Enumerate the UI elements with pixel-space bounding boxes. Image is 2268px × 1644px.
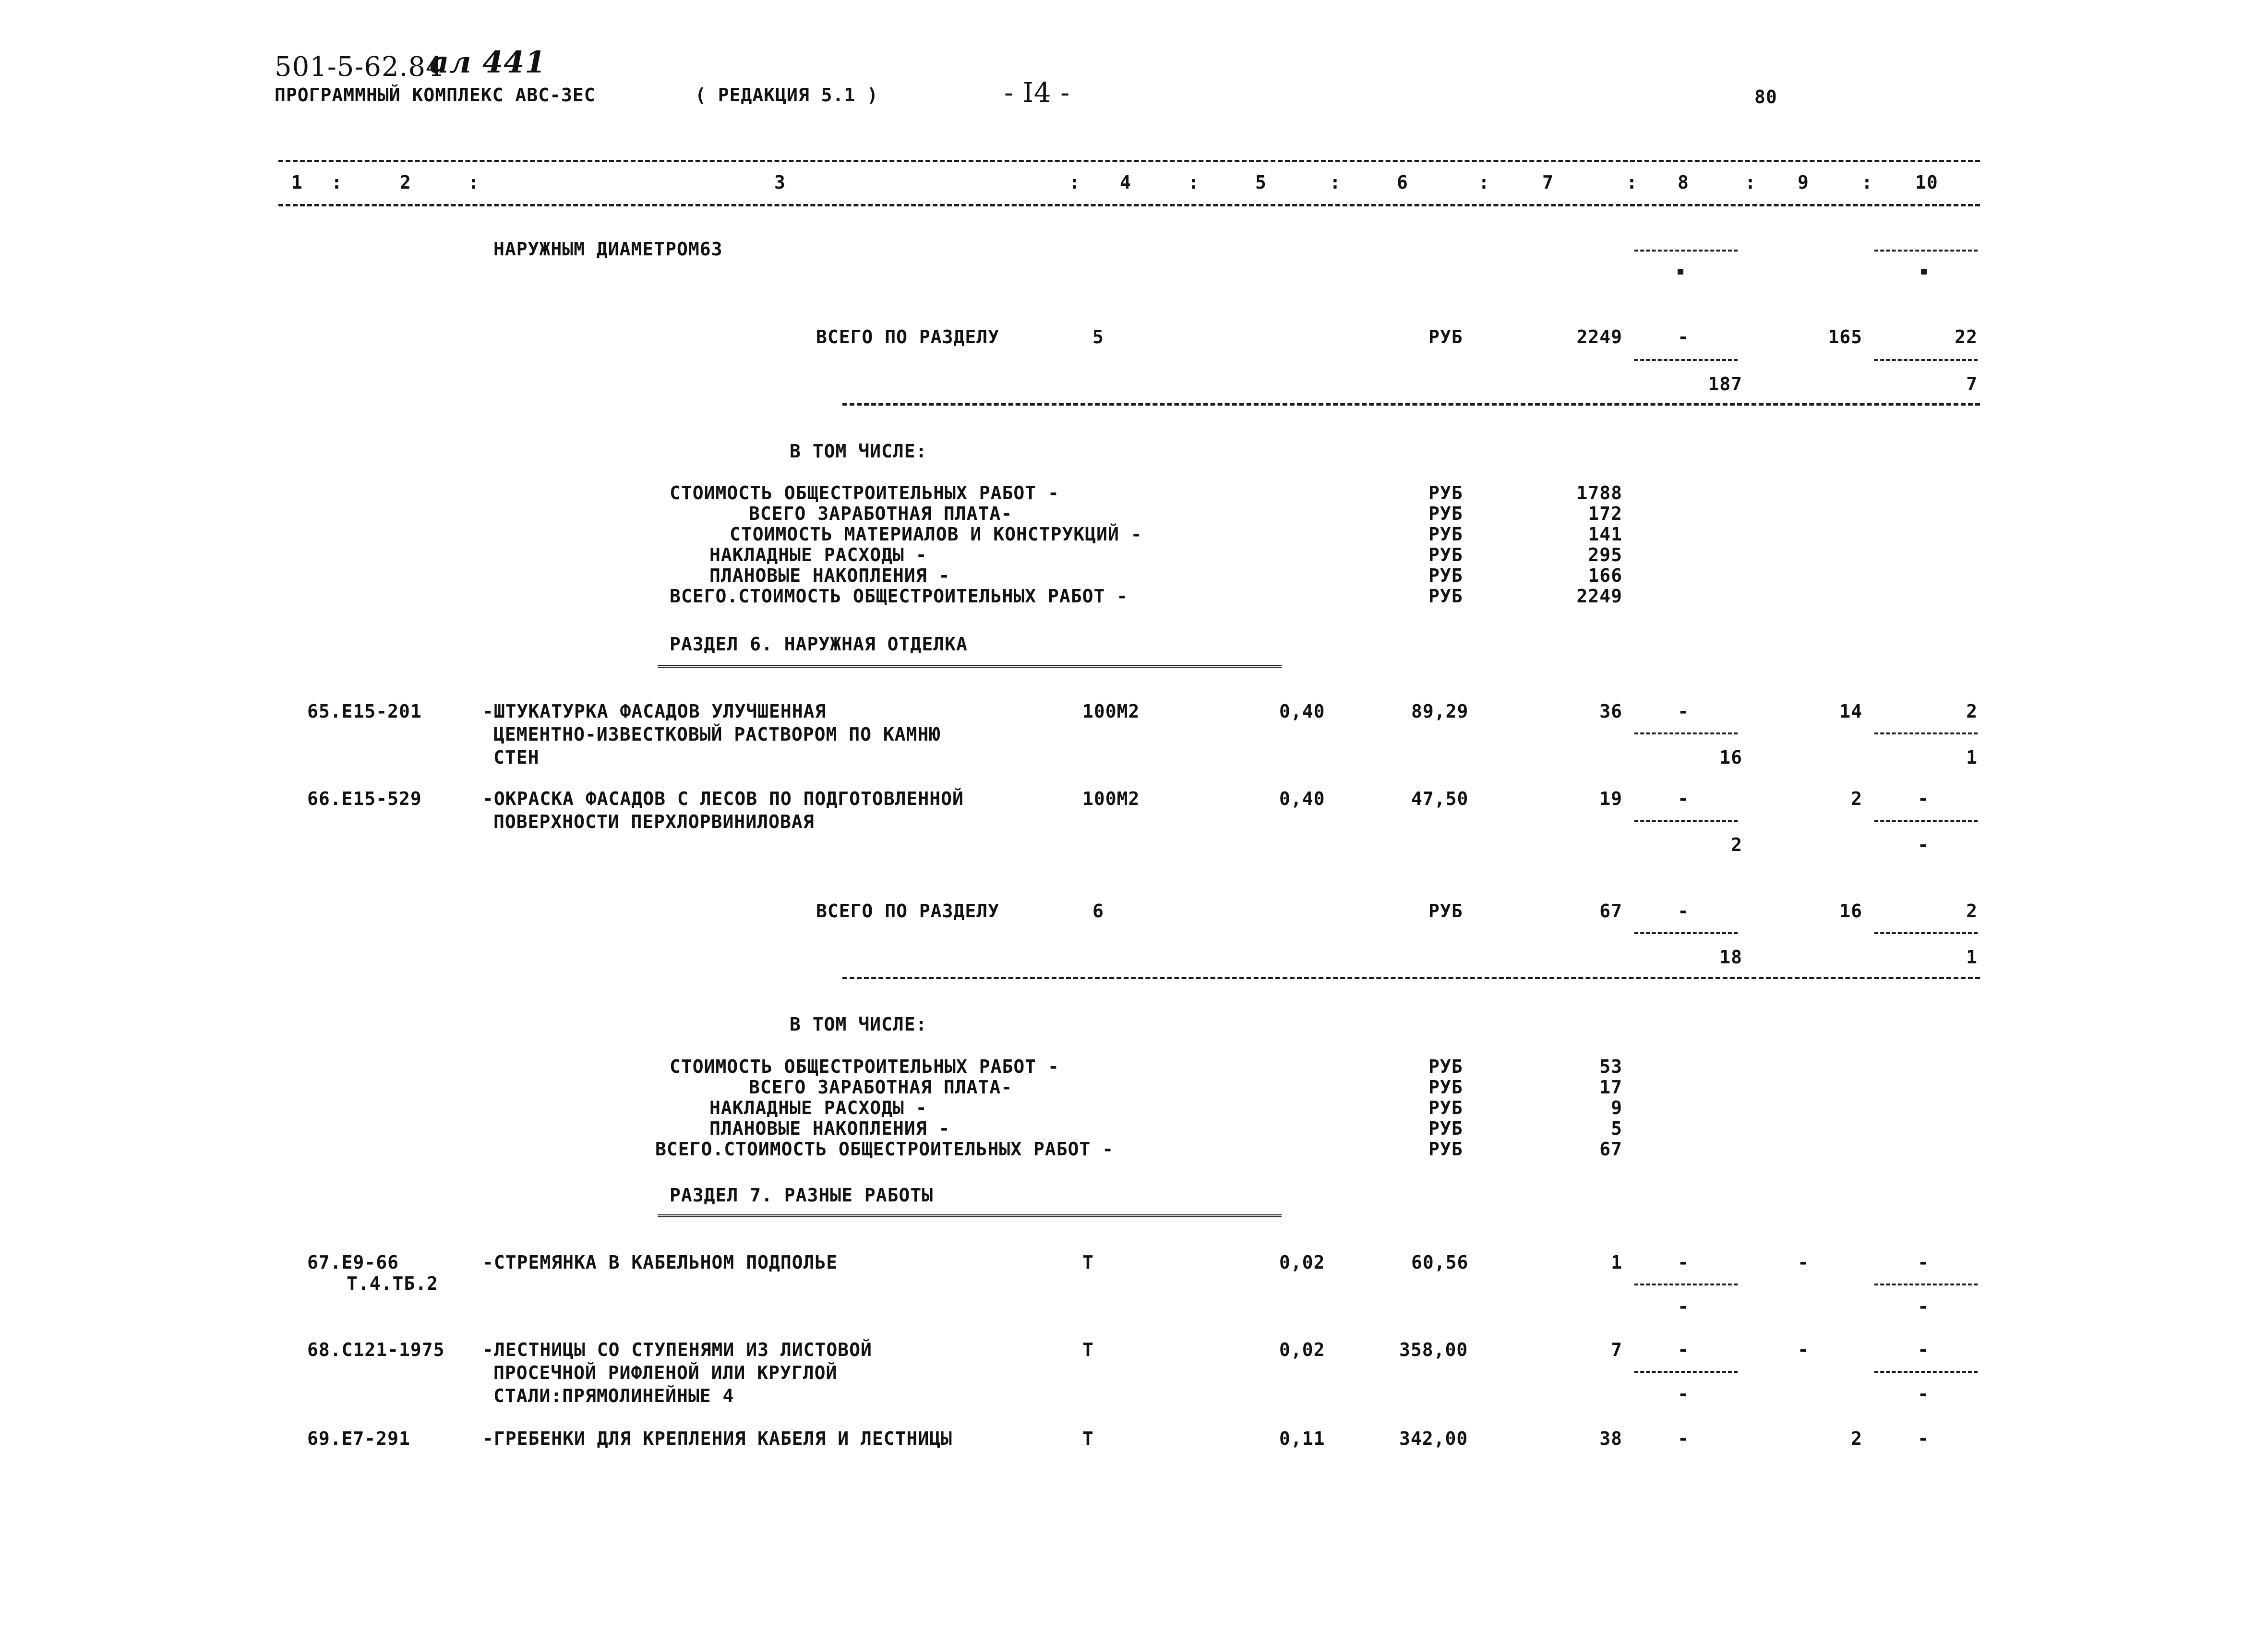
col8-value: - [1678, 1252, 1689, 1273]
breakdown-label: ВСЕГО.СТОИМОСТЬ ОБЩЕСТРОИТЕЛЬНЫХ РАБОТ - [655, 1139, 1114, 1160]
breakdown-label: ПЛАНОВЫЕ НАКОПЛЕНИЯ - [709, 565, 950, 586]
column-separator: : [1330, 172, 1341, 193]
col9-value: 2 [1851, 1428, 1862, 1449]
fraction-line [1634, 250, 1738, 252]
item-code-note: Т.4.ТБ.2 [347, 1273, 439, 1294]
col9-value: - [1798, 1252, 1809, 1273]
column-separator: : [468, 172, 480, 193]
col8-lower-value: 187 [1708, 373, 1742, 395]
col8-lower-value: - [1678, 1296, 1689, 1317]
col7-value: 2249 [1576, 326, 1622, 348]
col10-lower-value: 1 [1966, 747, 1978, 768]
item-unit: Т [1082, 1339, 1094, 1360]
breakdown-unit: РУБ [1428, 586, 1463, 607]
col9-value: 2 [1851, 788, 1862, 809]
fraction-line [1874, 732, 1978, 734]
column-separator: : [1626, 172, 1638, 193]
column-separator: : [1069, 172, 1080, 193]
column-separator: : [1478, 172, 1490, 193]
breakdown-label: НАКЛАДНЫЕ РАСХОДЫ - [709, 544, 927, 565]
column-number: 10 [1915, 172, 1938, 193]
col7-value: 1 [1611, 1252, 1622, 1273]
breakdown-unit: РУБ [1428, 482, 1463, 504]
item-quantity: 0,40 [1279, 701, 1325, 722]
breakdown-unit: РУБ [1428, 1097, 1463, 1118]
total-label: ВСЕГО ПО РАЗДЕЛУ [816, 900, 1000, 922]
fraction-line [1634, 359, 1738, 361]
column-number: 6 [1397, 172, 1408, 193]
column-separator: : [1861, 172, 1873, 193]
col7-value: 38 [1599, 1428, 1622, 1449]
handwritten-note: ал 441 [430, 45, 546, 80]
item-code: 69.Е7-291 [307, 1428, 410, 1449]
breakdown-value: 166 [1588, 565, 1622, 586]
section-title-underline [658, 1214, 1282, 1217]
fraction-line [1874, 1371, 1978, 1373]
col9-value: 16 [1839, 900, 1862, 922]
column-number: 4 [1120, 172, 1131, 193]
col10-lower-value: - [1918, 1383, 1929, 1404]
fraction-line [1634, 932, 1738, 934]
fraction-line [1874, 932, 1978, 934]
fraction-line [1874, 1284, 1978, 1285]
column-number: 3 [774, 172, 786, 193]
program-name: ПРОГРАММНЫЙ КОМПЛЕКС АВС-3ЕС [275, 84, 596, 106]
col9-value: 165 [1828, 326, 1862, 348]
section-separator [842, 403, 1980, 406]
breakdown-value: 141 [1588, 524, 1622, 545]
dash-mark [1921, 269, 1927, 275]
page-number: - I4 - [1004, 77, 1070, 108]
col8-value: - [1678, 900, 1689, 922]
col7-value: 19 [1599, 788, 1622, 809]
breakdown-label: ПЛАНОВЫЕ НАКОПЛЕНИЯ - [709, 1118, 950, 1139]
fraction-line [1634, 732, 1738, 734]
item-name-line: ЦЕМЕНТНО-ИЗВЕСТКОВЫЙ РАСТВОРОМ ПО КАМНЮ [493, 724, 941, 745]
col7-value: 36 [1599, 701, 1622, 722]
item-name-line: -ГРЕБЕНКИ ДЛЯ КРЕПЛЕНИЯ КАБЕЛЯ И ЛЕСТНИЦЫ [482, 1428, 952, 1449]
breakdown-label: НАКЛАДНЫЕ РАСХОДЫ - [709, 1097, 927, 1118]
item-unit-price: 342,00 [1399, 1428, 1468, 1449]
item-name-line: -ОКРАСКА ФАСАДОВ С ЛЕСОВ ПО ПОДГОТОВЛЕННОЙ [482, 788, 964, 809]
item-code: 66.Е15-529 [307, 788, 422, 809]
item-unit-price: 358,00 [1399, 1339, 1468, 1360]
col10-value: 2 [1966, 900, 1978, 922]
breakdown-value: 2249 [1576, 586, 1622, 607]
col8-value: - [1678, 326, 1689, 348]
unit: РУБ [1428, 326, 1463, 348]
fraction-line [1634, 1284, 1738, 1285]
item-name-line: СТЕН [493, 747, 540, 768]
breakdown-unit: РУБ [1428, 503, 1463, 524]
breakdown-unit: РУБ [1428, 524, 1463, 545]
column-number: 7 [1542, 172, 1554, 193]
fraction-line [1874, 359, 1978, 361]
section-title: РАЗДЕЛ 6. НАРУЖНАЯ ОТДЕЛКА [670, 634, 968, 655]
col7-value: 67 [1599, 900, 1622, 922]
col8-lower-value: 2 [1731, 834, 1742, 855]
unit: РУБ [1428, 900, 1463, 922]
table-header-rule [278, 204, 1980, 206]
breakdown-value: 17 [1599, 1077, 1622, 1098]
col8-value: - [1678, 1428, 1689, 1449]
col7-value: 7 [1611, 1339, 1622, 1360]
col8-lower-value: 16 [1719, 747, 1742, 768]
col9-value: - [1798, 1339, 1809, 1360]
column-number: 9 [1798, 172, 1809, 193]
item-quantity: 0,40 [1279, 788, 1325, 809]
item-quantity: 0,11 [1279, 1428, 1325, 1449]
edition: ( РЕДАКЦИЯ 5.1 ) [695, 84, 879, 106]
column-separator: : [331, 172, 343, 193]
col9-value: 14 [1839, 701, 1862, 722]
section-title-underline [658, 665, 1282, 668]
col8-lower-value: - [1678, 1383, 1689, 1404]
item-name-line: -СТРЕМЯНКА В КАБЕЛЬНОМ ПОДПОЛЬЕ [482, 1252, 838, 1273]
breakdown-value: 53 [1599, 1056, 1622, 1077]
item-unit-price: 60,56 [1411, 1252, 1469, 1273]
document-code: 501-5-62.84 [275, 51, 444, 83]
col10-value: 22 [1955, 326, 1978, 348]
item-name-continuation: НАРУЖНЫМ ДИАМЕТРОМ63 [493, 239, 723, 260]
breakdown-label: СТОИМОСТЬ МАТЕРИАЛОВ И КОНСТРУКЦИЙ - [730, 524, 1142, 545]
item-name-line: СТАЛИ:ПРЯМОЛИНЕЙНЫЕ 4 [493, 1385, 734, 1406]
col10-lower-value: 7 [1966, 373, 1978, 395]
item-quantity: 0,02 [1279, 1339, 1325, 1360]
col10-lower-value: - [1918, 834, 1929, 855]
fraction-line [1874, 820, 1978, 822]
item-unit: 100М2 [1082, 788, 1140, 809]
item-unit: Т [1082, 1252, 1094, 1273]
col10-lower-value: 1 [1966, 947, 1978, 968]
breakdown-label: ВСЕГО ЗАРАБОТНАЯ ПЛАТА- [749, 503, 1013, 524]
breakdown-value: 9 [1611, 1097, 1622, 1118]
item-unit: Т [1082, 1428, 1094, 1449]
including-heading: В ТОМ ЧИСЛЕ: [790, 441, 927, 462]
sheet-number: 80 [1754, 86, 1777, 108]
item-name-line: -ЛЕСТНИЦЫ СО СТУПЕНЯМИ ИЗ ЛИСТОВОЙ [482, 1339, 872, 1360]
col8-value: - [1678, 788, 1689, 809]
col8-value: - [1678, 1339, 1689, 1360]
column-number: 2 [400, 172, 411, 193]
total-label: ВСЕГО ПО РАЗДЕЛУ [816, 326, 1000, 348]
breakdown-unit: РУБ [1428, 1077, 1463, 1098]
column-number: 8 [1678, 172, 1689, 193]
col10-lower-value: - [1918, 1296, 1929, 1317]
breakdown-label: СТОИМОСТЬ ОБЩЕСТРОИТЕЛЬНЫХ РАБОТ - [670, 1056, 1059, 1077]
col8-value: - [1678, 701, 1689, 722]
section-number: 5 [1092, 326, 1104, 348]
section-title: РАЗДЕЛ 7. РАЗНЫЕ РАБОТЫ [670, 1185, 934, 1206]
breakdown-label: ВСЕГО ЗАРАБОТНАЯ ПЛАТА- [749, 1077, 1013, 1098]
item-code: 67.Е9-66 [307, 1252, 399, 1273]
item-unit-price: 47,50 [1411, 788, 1469, 809]
col10-value: - [1918, 1252, 1929, 1273]
breakdown-value: 172 [1588, 503, 1622, 524]
fraction-line [1634, 1371, 1738, 1373]
item-name-line: ПОВЕРХНОСТИ ПЕРХЛОРВИНИЛОВАЯ [493, 811, 815, 832]
breakdown-value: 5 [1611, 1118, 1622, 1139]
column-separator: : [1188, 172, 1200, 193]
section-number: 6 [1092, 900, 1104, 922]
section-separator [842, 977, 1980, 979]
breakdown-unit: РУБ [1428, 1118, 1463, 1139]
item-unit-price: 89,29 [1411, 701, 1469, 722]
table-top-rule [278, 160, 1980, 162]
fraction-line [1634, 820, 1738, 822]
breakdown-label: СТОИМОСТЬ ОБЩЕСТРОИТЕЛЬНЫХ РАБОТ - [670, 482, 1059, 504]
breakdown-value: 67 [1599, 1139, 1622, 1160]
item-quantity: 0,02 [1279, 1252, 1325, 1273]
breakdown-value: 295 [1588, 544, 1622, 565]
column-separator: : [1745, 172, 1756, 193]
col8-lower-value: 18 [1719, 947, 1742, 968]
including-heading: В ТОМ ЧИСЛЕ: [790, 1014, 927, 1035]
item-code: 68.С121-1975 [307, 1339, 445, 1360]
item-code: 65.Е15-201 [307, 701, 422, 722]
item-name-line: -ШТУКАТУРКА ФАСАДОВ УЛУЧШЕННАЯ [482, 701, 827, 722]
dash-mark [1678, 269, 1683, 275]
col10-value: - [1918, 788, 1929, 809]
column-number: 5 [1255, 172, 1267, 193]
item-name-line: ПРОСЕЧНОЙ РИФЛЕНОЙ ИЛИ КРУГЛОЙ [493, 1362, 838, 1383]
breakdown-unit: РУБ [1428, 544, 1463, 565]
fraction-line [1874, 250, 1978, 252]
breakdown-unit: РУБ [1428, 565, 1463, 586]
breakdown-label: ВСЕГО.СТОИМОСТЬ ОБЩЕСТРОИТЕЛЬНЫХ РАБОТ - [670, 586, 1128, 607]
column-number: 1 [291, 172, 303, 193]
breakdown-value: 1788 [1576, 482, 1622, 504]
breakdown-unit: РУБ [1428, 1056, 1463, 1077]
col10-value: - [1918, 1428, 1929, 1449]
breakdown-unit: РУБ [1428, 1139, 1463, 1160]
item-unit: 100М2 [1082, 701, 1140, 722]
col10-value: 2 [1966, 701, 1978, 722]
col10-value: - [1918, 1339, 1929, 1360]
